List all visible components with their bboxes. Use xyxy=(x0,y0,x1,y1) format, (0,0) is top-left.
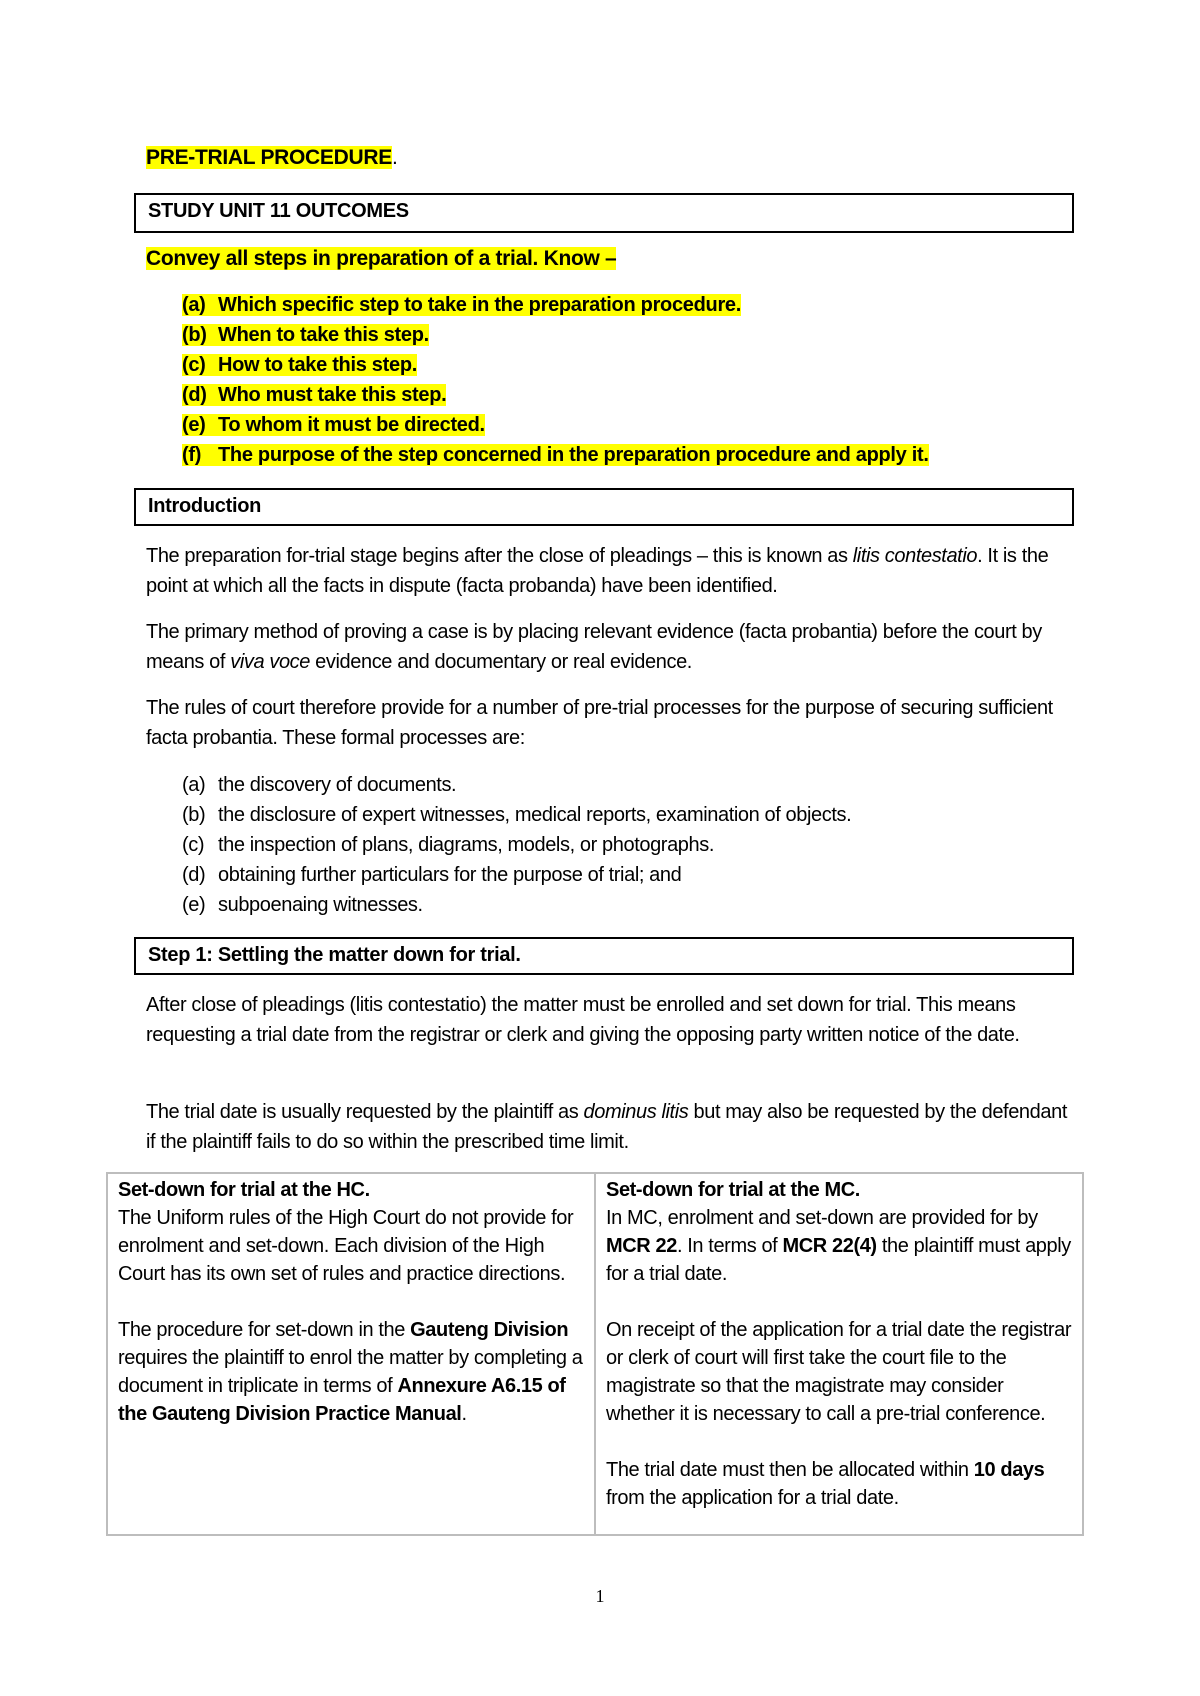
list-item xyxy=(182,410,929,440)
hc-p2-bold-2: Annexure A6.15 of the Gauteng Division Practice Manual xyxy=(118,1375,566,1425)
list-item-letter: (d) xyxy=(182,384,207,406)
mc-paragraph-1 xyxy=(606,1204,1072,1288)
list-item-text: the inspection of plans, diagrams, models, or photographs. xyxy=(218,834,714,856)
list-item-letter: (b) xyxy=(182,804,206,826)
hc-column xyxy=(107,1173,595,1535)
list-item-text: How to take this step. xyxy=(218,354,417,376)
hc-paragraph-1: The Uniform rules of the High Court do not provide for enrolment and set-down. Each division of the High Court has its own set of rules and practice directions. xyxy=(118,1207,574,1285)
list-item-letter: (f) xyxy=(182,444,202,466)
convey-text: Convey all steps in preparation of a trial. Know – xyxy=(146,247,617,270)
title-text: PRE-TRIAL PROCEDURE xyxy=(146,146,392,169)
hc-p2-text-2: requires the plaintiff to enrol the matter by completing a document in triplicate in terms of xyxy=(118,1347,583,1397)
hc-p2-text-end: . xyxy=(461,1403,467,1425)
list-item-letter: (e) xyxy=(182,894,206,916)
intro-paragraph-3: The rules of court therefore provide for a number of pre-trial processes for the purpose of securing sufficient facta probantia. These formal processes are: xyxy=(146,697,1053,749)
list-item-letter: (c) xyxy=(182,834,205,856)
outcomes-heading: STUDY UNIT 11 OUTCOMES xyxy=(148,200,409,222)
hc-paragraph-2 xyxy=(118,1316,584,1428)
list-item-text: Which specific step to take in the preparation procedure. xyxy=(218,294,742,316)
processes-list xyxy=(182,770,851,920)
list-item-text: Who must take this step. xyxy=(218,384,447,406)
list-item-letter: (d) xyxy=(182,864,206,886)
mc-p1-bold-2: MCR 22(4) xyxy=(782,1235,877,1257)
outcomes-list xyxy=(182,290,929,470)
intro-p1-italic: litis contestatio xyxy=(852,545,978,567)
list-item-letter: (b) xyxy=(182,324,207,346)
outcomes-heading-box xyxy=(134,193,1074,233)
convey-instruction xyxy=(146,247,616,271)
list-item-letter: (a) xyxy=(182,774,206,796)
hc-p2-bold-1: Gauteng Division xyxy=(410,1319,569,1341)
intro-paragraph-2 xyxy=(146,617,1076,677)
list-item-text: obtaining further particulars for the purpose of trial; and xyxy=(218,864,682,886)
list-item xyxy=(182,860,851,890)
list-item xyxy=(182,800,851,830)
hc-p2-text: The procedure for set-down in the xyxy=(118,1319,411,1341)
intro-p2-italic: viva voce xyxy=(230,651,311,673)
list-item-text: the disclosure of expert witnesses, medical reports, examination of objects. xyxy=(218,804,852,826)
intro-p2-text: The primary method of proving a case is by placing relevant evidence (facta probantia) before the court by means of xyxy=(146,621,1042,673)
step1-paragraph-1: After close of pleadings (litis contestatio) the matter must be enrolled and set down for trial. This means requesting a trial date from the registrar or clerk and giving the opposing party written notice of the date. xyxy=(146,994,1020,1046)
mc-p3-bold: 10 days xyxy=(973,1459,1045,1481)
introduction-heading: Introduction xyxy=(148,495,262,517)
hc-heading: Set-down for trial at the HC. xyxy=(118,1179,370,1201)
list-item xyxy=(182,380,929,410)
list-item-letter: (e) xyxy=(182,414,206,436)
document-title xyxy=(146,146,397,170)
list-item-text: When to take this step. xyxy=(218,324,429,346)
step1-heading: Step 1: Settling the matter down for trial. xyxy=(148,944,521,966)
step1-paragraph-2 xyxy=(146,1097,1076,1157)
list-item-text: To whom it must be directed. xyxy=(218,414,485,436)
mc-p1-text-2: . In terms of xyxy=(676,1235,783,1257)
mc-p1-bold-1: MCR 22 xyxy=(606,1235,677,1257)
list-item-text: subpoenaing witnesses. xyxy=(218,894,423,916)
mc-p3-text-end: from the application for a trial date. xyxy=(606,1487,899,1509)
list-item xyxy=(182,320,929,350)
list-item xyxy=(182,350,929,380)
mc-p3-text: The trial date must then be allocated within xyxy=(606,1459,974,1481)
list-item xyxy=(182,440,929,470)
step1-p2-italic: dominus litis xyxy=(583,1101,689,1123)
list-item xyxy=(182,290,929,320)
setdown-comparison-table xyxy=(106,1172,1084,1536)
introduction-heading-box xyxy=(134,488,1074,526)
mc-heading: Set-down for trial at the MC. xyxy=(606,1179,860,1201)
mc-paragraph-3 xyxy=(606,1456,1072,1512)
mc-paragraph-2: On receipt of the application for a trial date the registrar or clerk of court will first take the court file to the magistrate so that the magistrate may consider whether it is necessary to call a pre-trial conference. xyxy=(606,1319,1072,1425)
mc-column xyxy=(595,1173,1083,1535)
list-item-text: the discovery of documents. xyxy=(218,774,457,796)
list-item-letter: (a) xyxy=(182,294,206,316)
list-item-text: The purpose of the step concerned in the preparation procedure and apply it. xyxy=(218,444,929,466)
intro-paragraph-1 xyxy=(146,541,1076,601)
intro-p2-text-end: evidence and documentary or real evidence. xyxy=(310,651,692,673)
title-dot: . xyxy=(391,146,398,169)
page-number: 1 xyxy=(595,1586,605,1606)
step1-heading-box xyxy=(134,937,1074,975)
intro-p1-text-end: . It is the point at which all the facts in dispute (facta probanda) have been identified. xyxy=(146,545,1049,597)
step1-p2-text-end: but may also be requested by the defendant if the plaintiff fails to do so within the prescribed time limit. xyxy=(146,1101,1067,1153)
list-item xyxy=(182,830,851,860)
step1-p2-text: The trial date is usually requested by the plaintiff as xyxy=(146,1101,584,1123)
list-item-letter: (c) xyxy=(182,354,206,376)
mc-p1-text-end: the plaintiff must apply for a trial date. xyxy=(606,1235,1071,1285)
list-item xyxy=(182,770,851,800)
list-item xyxy=(182,890,851,920)
mc-p1-text: In MC, enrolment and set-down are provided for by xyxy=(606,1207,1038,1229)
intro-p1-text: The preparation for-trial stage begins after the close of pleadings – this is known as xyxy=(146,545,853,567)
